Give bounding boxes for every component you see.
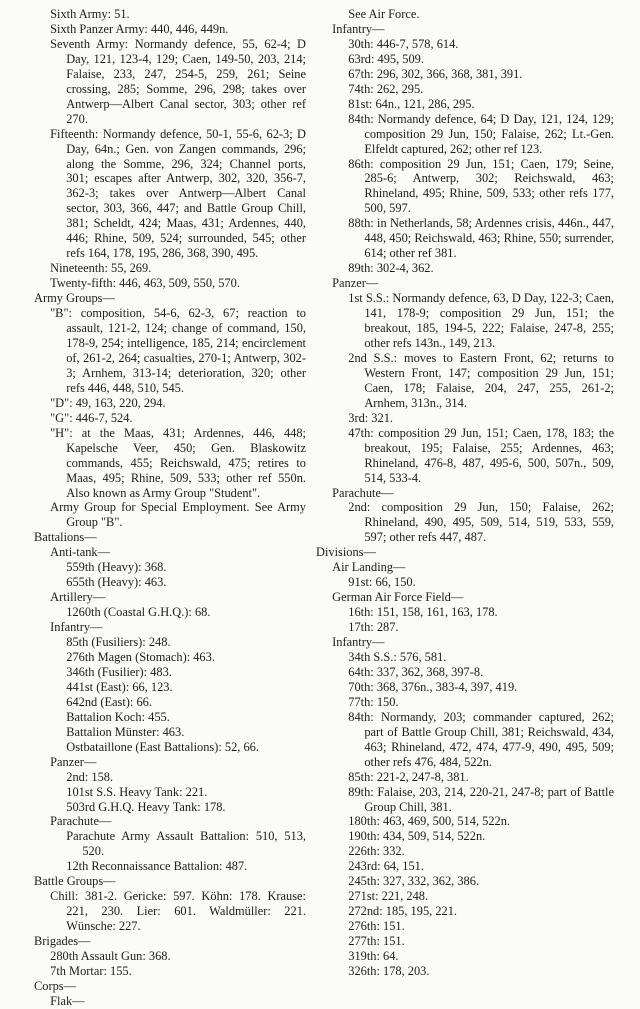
index-entry: Battalion Koch: 455. <box>66 709 170 724</box>
index-entry: Infantry— <box>332 21 385 36</box>
index-entry: Fifteenth: Normandy defence, 50-1, 55-6, 62-3; D Day, 64n.; Gen. von Zangen commands, 296; along the Somme, 296, 324; Channel ports, 301; escapes after Antwerp, 302, 320, 356-7, 362-3; takes over Antwerp—Albert Canal sector, 303, 366, 447; and Battle Group Chill, 381; Scheldt, 424; Maas, 431; Ardennes, 440, 446; Rhine, 509, 524; surrounded, 545; other refs 164, 178, 195, 286, 368, 390, 495. <box>50 126 306 261</box>
index-entry: Sixth Panzer Army: 440, 446, 449n. <box>50 21 229 36</box>
index-entry: 180th: 463, 469, 500, 514, 522n. <box>348 814 511 829</box>
index-entry: Panzer— <box>50 754 97 769</box>
index-entry: 91st: 66, 150. <box>348 575 416 590</box>
index-entry: "D": 49, 163, 220, 294. <box>50 395 166 410</box>
index-entry: 81st: 64n., 121, 286, 295. <box>348 96 475 111</box>
index-entry: Flak— <box>50 993 85 1008</box>
index-entry: Battalions— <box>34 530 97 545</box>
index-entry: Parachute Army Assault Battalion: 510, 513, 520. <box>66 829 306 859</box>
index-entry: Ostbataillone (East Battalions): 52, 66. <box>66 739 259 754</box>
index-entry: 89th: Falaise, 203, 214, 220-21, 247-8; part of Battle Group Chill, 381. <box>348 784 614 814</box>
index-entry: Twenty-fifth: 446, 463, 509, 550, 570. <box>50 276 240 291</box>
index-entry: Seventh Army: Normandy defence, 55, 62-4; D Day, 121, 123-4, 129; Caen, 149-50, 203, 214; Falaise, 233, 247, 254-5, 259, 261; Seine crossing, 285; Somme, 296, 298; takes over Antwerp—Albert Canal sector, 303; other ref 270. <box>50 36 306 126</box>
index-entry: German Air Force Field— <box>332 590 464 605</box>
index-entry: 280th Assault Gun: 368. <box>50 949 171 964</box>
index-entry: 47th: composition 29 Jun, 151; Caen, 178, 183; the breakout, 195; Falaise, 255; Ardennes, 463; Rhineland, 476-8, 487, 495-6, 500, 507n., 509, 514, 533-4. <box>348 425 614 485</box>
index-entry: Sixth Army: 51. <box>50 7 130 21</box>
index-entry: Chill: 381-2. Gericke: 597. Köhn: 178. Krause: 221, 230. Lier: 601. Waldmüller: 221. Wünsche: 227. <box>50 889 306 934</box>
index-entry: 276th Magen (Stomach): 463. <box>66 649 215 664</box>
index-entry: "G": 446-7, 524. <box>50 410 133 425</box>
index-entry: Anti-tank— <box>50 545 111 560</box>
index-entry: 271st: 221, 248. <box>348 889 429 904</box>
index-entry: See Air Force. <box>348 7 420 21</box>
index-entry: 64th: 337, 362, 368, 397-8. <box>348 664 484 679</box>
index-entry: 503rd G.H.Q. Heavy Tank: 178. <box>66 799 226 814</box>
index-entry: 74th: 262, 295. <box>348 81 424 96</box>
index-entry: 70th: 368, 376n., 383-4, 397, 419. <box>348 679 518 694</box>
index-entry: 2nd: composition 29 Jun, 150; Falaise, 262; Rhineland, 490, 495, 509, 514, 519, 533, 559, 597; other refs 447, 487. <box>348 500 614 545</box>
index-entry: Battalion Münster: 463. <box>66 724 185 739</box>
index-entry: 12th Reconnaissance Battalion: 487. <box>66 859 248 874</box>
index-entry: "H": at the Maas, 431; Ardennes, 446, 448; Kapelsche Veer, 450; Gen. Blaskowitz commands, 455; Reichswald, 475; retires to Maas, 495; Rhine, 509, 533; other ref 550n. Also known as Army Group "Student". <box>50 425 306 500</box>
index-entry: 86th: composition 29 Jun, 151; Caen, 179; Seine, 285-6; Antwerp, 302; Reichswald, 463; Rhineland, 495; Rhine, 509, 533; other refs 177, 500, 597. <box>348 156 614 216</box>
index-entry: "B": composition, 54-6, 62-3, 67; reaction to assault, 121-2, 124; change of command, 150, 178-9, 254; intelligence, 185, 214; encirclement of, 261-2, 264; casualties, 270-1; Antwerp, 302-3; Arnhem, 313-14; deterioration, 320; other refs 446, 448, 510, 545. <box>50 306 306 395</box>
index-entry: 319th: 64. <box>348 949 399 964</box>
index-entry: Brigades— <box>34 934 91 949</box>
index-entry: 277th: 151. <box>348 934 405 949</box>
index-entry: 89th: 302-4, 362. <box>348 261 434 276</box>
index-entry: 559th (Heavy): 368. <box>66 560 167 575</box>
index-entry: 642nd (East): 66. <box>66 694 152 709</box>
index-entry: Air Landing— <box>332 560 406 575</box>
index-entry: 67th: 296, 302, 366, 368, 381, 391. <box>348 66 523 81</box>
index-entry: Parachute— <box>50 814 112 829</box>
index-entry: Nineteenth: 55, 269. <box>50 261 152 276</box>
index-entry: 7th Mortar: 155. <box>50 964 132 978</box>
index-entry: Divisions— <box>316 545 376 560</box>
index-entry: 243rd: 64, 151. <box>348 859 424 874</box>
index-entry: Battle Groups— <box>34 874 116 889</box>
index-entry: 3rd: 321. <box>348 410 393 425</box>
index-entry: 30th: 446-7, 578, 614. <box>348 36 459 51</box>
index-entry: 84th: Normandy defence, 64; D Day, 121, 124, 129; composition 29 Jun, 150; Falaise, 262; Lt.-Gen. Elfeldt captured, 262; other ref 123. <box>348 111 614 156</box>
index-entry: 326th: 178, 203. <box>348 964 430 978</box>
index-entry: 245th: 327, 332, 362, 386. <box>348 874 480 889</box>
index-entry: Infantry— <box>50 620 103 635</box>
index-entry: 276th: 151. <box>348 919 405 934</box>
index-entry: 85th: 221-2, 247-8, 381. <box>348 769 469 784</box>
index-entry: 16th: 151, 158, 161, 163, 178. <box>348 605 498 620</box>
index-entry: 190th: 434, 509, 514, 522n. <box>348 829 486 844</box>
index-entry: Army Groups— <box>34 291 115 306</box>
index-entry: 272nd: 185, 195, 221. <box>348 904 458 919</box>
index-entry: 1st S.S.: Normandy defence, 63, D Day, 122-3; Caen, 141, 178-9; composition 29 Jun, 151; the breakout, 185, 194-5, 222; Falaise, 247-8, 255; other refs 143n., 149, 213. <box>348 291 614 350</box>
index-entry: 63rd: 495, 509. <box>348 51 424 66</box>
index-entry: 346th (Fusilier): 483. <box>66 664 172 679</box>
index-entry: Parachute— <box>332 485 394 500</box>
index-entry: 655th (Heavy): 463. <box>66 575 167 590</box>
index-entry: Panzer— <box>332 276 379 291</box>
index-entry: 2nd: 158. <box>66 769 114 784</box>
index-entry: 2nd S.S.: moves to Eastern Front, 62; returns to Western Front, 147; composition 29 Jun, 151; Caen, 178; Falaise, 204, 247, 255, 261-2; Arnhem, 313n., 314. <box>348 350 614 410</box>
index-entry: Corps— <box>34 978 76 993</box>
index-entry: 17th: 287. <box>348 620 399 635</box>
index-entry: Army Group for Special Employment. See Army Group "B". <box>50 500 306 530</box>
index-entry: 441st (East): 66, 123. <box>66 679 173 694</box>
index-column-left <box>34 7 306 1009</box>
index-entry: 226th: 332. <box>348 844 405 859</box>
index-entry: 84th: Normandy, 203; commander captured, 262; part of Battle Group Chill, 381; Reichswald, 434, 463; Rhineland, 472, 474, 477-9, 490, 495, 509; other refs 476, 484, 522n. <box>348 709 614 769</box>
index-entry: 77th: 150. <box>348 694 399 709</box>
index-entry: 85th (Fusiliers): 248. <box>66 635 171 650</box>
index-entry: 34th S.S.: 576, 581. <box>348 649 447 664</box>
index-column-right <box>316 7 614 979</box>
index-entry: 1260th (Coastal G.H.Q.): 68. <box>66 605 211 620</box>
index-entry: Artillery— <box>50 590 106 605</box>
index-entry: 88th: in Netherlands, 58; Ardennes crisis, 446n., 447, 448, 450; Reichswald, 463; Rhine, 550; surrender, 614; other ref 381. <box>348 216 614 261</box>
index-entry: 101st S.S. Heavy Tank: 221. <box>66 784 208 799</box>
index-entry: Infantry— <box>332 635 385 650</box>
